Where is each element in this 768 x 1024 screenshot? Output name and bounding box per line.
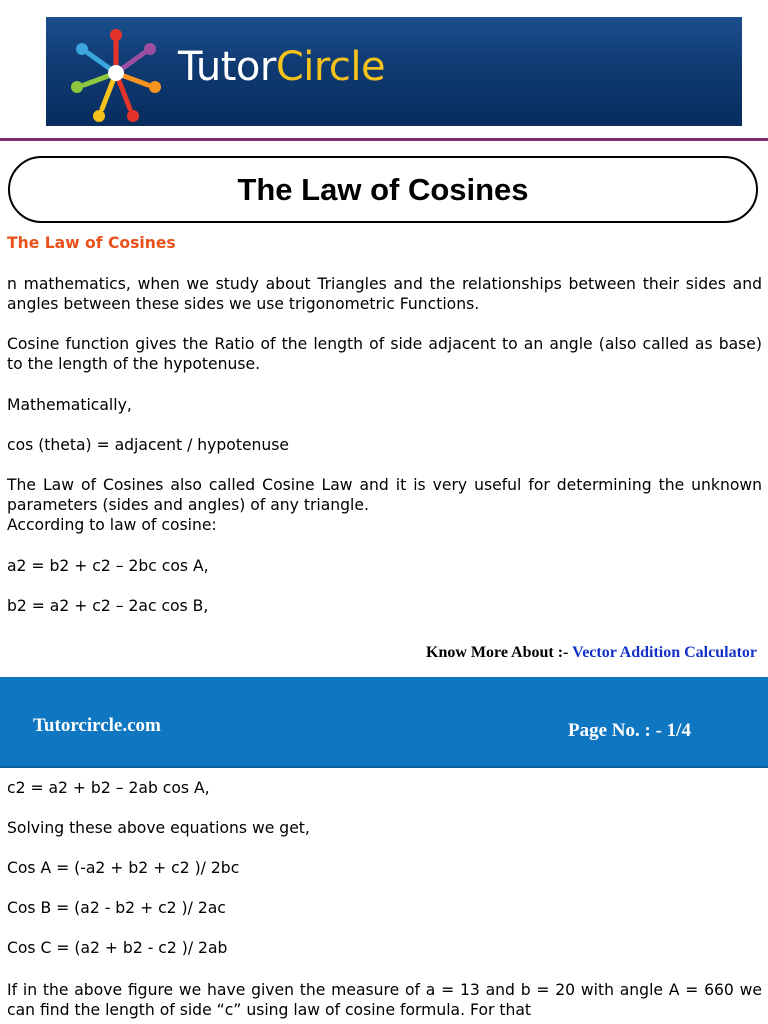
logo-text-part1: Tutor (178, 44, 276, 90)
paragraph-according: According to law of cosine: (7, 516, 217, 534)
formula-cos-c: Cos C = (a2 + b2 - c2 )/ 2ab (7, 939, 228, 957)
page-title: The Law of Cosines (8, 156, 758, 223)
formula-cos-a: Cos A = (-a2 + b2 + c2 )/ 2bc (7, 859, 240, 877)
paragraph-example: If in the above figure we have given the measure of a = 13 and b = 20 with angle A = 660 we can find the length of side “c” using law of cosine formula. For that (7, 981, 762, 1019)
vector-addition-calculator-link[interactable]: Vector Addition Calculator (572, 644, 757, 661)
paragraph-intro: n mathematics, when we study about Triangles and the relationships between their sides and angles between these sides we use trigonometric Functions. (7, 275, 762, 313)
header-divider (0, 138, 768, 141)
paragraph-law-of-cosines: The Law of Cosines also called Cosine Law and it is very useful for determining the unknown parameters (sides and angles) of any triangle. (7, 476, 762, 514)
logo-wordmark (178, 44, 386, 90)
page-footer (0, 677, 768, 768)
formula-cos-theta: cos (theta) = adjacent / hypotenuse (7, 436, 290, 454)
know-more-line (426, 644, 757, 662)
logo-text-part2: Circle (275, 44, 386, 90)
header-banner (46, 17, 742, 126)
paragraph-solving: Solving these above equations we get, (7, 819, 310, 837)
equation-a2: a2 = b2 + c2 – 2bc cos A, (7, 557, 209, 575)
paragraph-cosine-function: Cosine function gives the Ratio of the length of side adjacent to an angle (also called as base) to the length of the hypotenuse. (7, 335, 762, 373)
equation-c2: c2 = a2 + b2 – 2ab cos A, (7, 779, 210, 797)
section-heading: The Law of Cosines (7, 234, 176, 252)
formula-cos-b: Cos B = (a2 - b2 + c2 )/ 2ac (7, 899, 226, 917)
know-more-label: Know More About :- (426, 644, 569, 661)
tutorcircle-logo-icon (66, 23, 166, 123)
paragraph-mathematically: Mathematically, (7, 396, 132, 414)
footer-site-name: Tutorcircle.com (33, 715, 161, 736)
equation-b2: b2 = a2 + c2 – 2ac cos B, (7, 597, 209, 615)
footer-page-number: Page No. : - 1/4 (568, 720, 691, 741)
